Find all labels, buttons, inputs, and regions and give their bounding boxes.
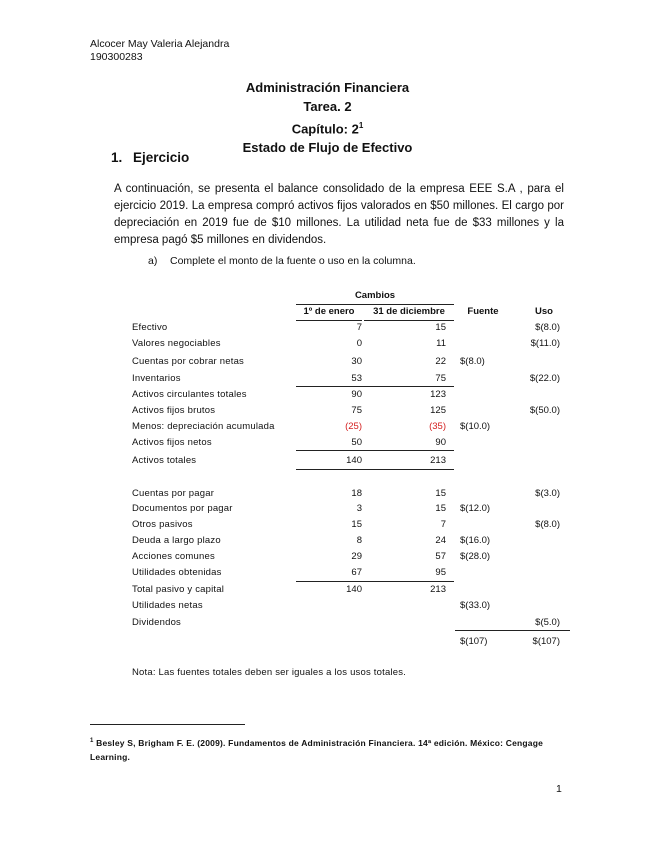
footnote-separator [90,724,245,725]
page-number: 1 [556,783,562,795]
fuente-value: $(16.0) [460,535,491,546]
header-rule-jan [296,320,362,321]
footnote-reference[interactable]: 1 [358,121,364,130]
row-label: Utilidades netas [132,600,203,611]
table-row [130,488,570,502]
row-label: Dividendos [132,617,181,628]
jan-value: 67 [351,567,362,578]
uso-value: $(22.0) [529,373,560,384]
jan-value: 15 [351,519,362,530]
footnote-marker: 1 [90,738,94,744]
dec-value: 24 [435,535,446,546]
jan-value: 3 [356,503,362,514]
uso-value: $(8.0) [535,519,560,530]
course-title: Administración Financiera [245,80,410,95]
row-label: Activos totales [132,455,197,466]
uso-value: $(5.0) [535,617,560,628]
table-row [130,405,570,419]
dec-value: 7 [440,519,446,530]
table-row [130,584,570,598]
row-label: Activos circulantes totales [132,389,247,400]
jan-value: 0 [356,338,362,349]
task-text: Complete el monto de la fuente o uso en la columna. [170,255,416,267]
dec-value: 11 [436,338,446,349]
dec-value: 15 [435,503,446,514]
jan-value: 18 [351,488,362,499]
fuente-value: $(8.0) [460,356,485,367]
dec-value: (35) [429,421,446,432]
table-row [130,600,570,614]
row-label: Documentos por pagar [132,503,233,514]
chapter-text: Capítulo: 2 [291,121,359,137]
table-row [130,455,570,469]
dec-value: 75 [435,373,446,384]
jan-value: (25) [345,421,362,432]
title-block [0,78,655,157]
dec-value: 95 [435,567,446,578]
jan-value: 30 [351,356,362,367]
jan-value: 50 [351,437,362,448]
header-rule-dec [364,320,454,321]
jan-value: 140 [346,584,362,595]
row-label: Acciones comunes [132,551,215,562]
dec-value: 90 [435,437,446,448]
footnote [90,734,560,764]
row-label: Cuentas por cobrar netas [132,356,244,367]
fuente-value: $(12.0) [460,503,491,514]
assignment-title: Tarea. 2 [303,99,352,114]
jan-value: 8 [356,535,362,546]
fuente-total: $(107) [460,636,488,647]
jan-value: 7 [356,322,362,333]
dec-value: 15 [435,488,446,499]
row-label: Otros pasivos [132,519,193,530]
row-label: Activos fijos brutos [132,405,216,416]
table-row [130,322,570,336]
jan-value: 53 [351,373,362,384]
table-row [130,338,570,352]
subject-title: Estado de Flujo de Efectivo [242,140,413,156]
dec-value: 213 [430,584,446,595]
task-instruction [148,255,416,267]
subtotal-rule-liabilities [296,581,454,582]
subtotal-rule-current-assets [296,386,454,387]
student-id: 190300283 [90,51,143,63]
column-header-uso: Uso [535,306,553,317]
table-row [130,503,570,517]
table-row [130,617,570,631]
table-row [130,437,570,451]
group-header-rule [296,304,454,305]
table-row [130,421,570,435]
dec-value: 213 [430,455,446,466]
task-label: a) [148,255,158,267]
row-label: Deuda a largo plazo [132,535,221,546]
jan-value: 29 [351,551,362,562]
fuente-value: $(28.0) [460,551,491,562]
subtotal-rule-net-fixed-assets [296,450,454,451]
column-header-fuente: Fuente [467,306,499,317]
row-label: Total pasivo y capital [132,584,225,595]
table-row [130,356,570,370]
table-row [130,551,570,565]
section-heading [111,150,189,165]
column-header-jan: 1º de enero [303,306,355,317]
table-row [130,373,570,387]
table-row [130,519,570,533]
row-label: Valores negociables [132,338,221,349]
section-number: 1. [111,150,123,165]
dec-value: 57 [435,551,446,562]
author-name: Alcocer May Valeria Alejandra [90,38,230,50]
row-label: Inventarios [132,373,181,384]
uso-value: $(50.0) [529,405,560,416]
fuente-value: $(10.0) [460,421,491,432]
table-row [130,567,570,581]
jan-value: 75 [351,405,362,416]
row-label: Utilidades obtenidas [132,567,222,578]
changes-group-header: Cambios [354,290,396,301]
author-block [90,38,229,64]
note-text: Nota: Las fuentes totales deben ser iguales a los usos totales. [132,667,407,678]
uso-total: $(107) [532,636,560,647]
jan-value: 90 [351,389,362,400]
table-row [130,389,570,403]
totals-row [130,636,570,650]
fuente-value: $(33.0) [460,600,491,611]
row-label: Activos fijos netos [132,437,212,448]
uso-value: $(8.0) [535,322,560,333]
uso-value: $(11.0) [530,338,560,349]
intro-paragraph: A continuación, se presenta el balance consolidado de la empresa EEE S.A , para el ejercicio 2019. La empresa compró activos fijos valorados en $50 millones. El cargo por depreciación en 2019 fue de $10 millones. La utilidad neta fue de $33 millones y la empresa pagó $5 millones en dividendos. [114,183,564,246]
uso-value: $(3.0) [535,488,560,499]
dec-value: 123 [430,389,446,400]
section-title: Ejercicio [133,150,190,165]
chapter-title [0,116,655,138]
table-row [130,535,570,549]
totals-rule [455,630,570,631]
dec-value: 22 [435,356,446,367]
dec-value: 15 [435,322,446,333]
column-header-dec: 31 de diciembre [373,306,445,317]
jan-value: 140 [346,455,362,466]
row-label: Efectivo [132,322,168,333]
dec-value: 125 [430,405,446,416]
footnote-text: Besley S, Brigham F. E. (2009). Fundamentos de Administración Financiera. 14ª edición. México: Cengage Learning. [90,737,544,762]
total-rule-assets [296,469,454,470]
row-label: Menos: depreciación acumulada [132,421,275,432]
row-label: Cuentas por pagar [132,488,215,499]
